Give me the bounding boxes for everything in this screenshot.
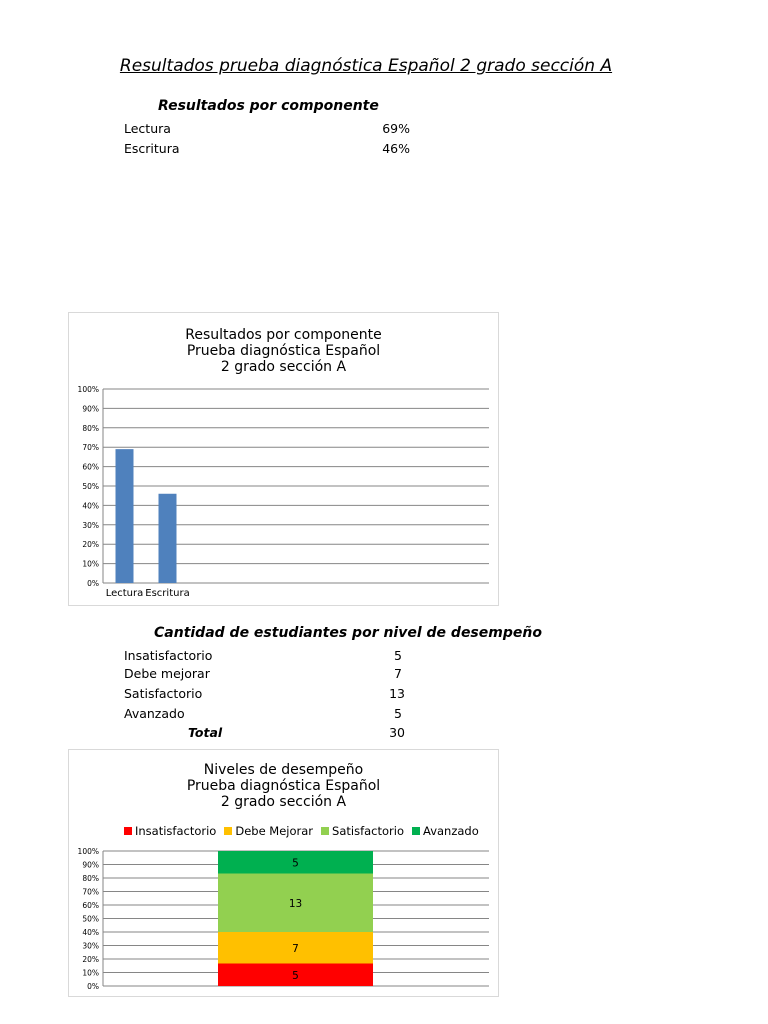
level-label-satisfactorio: Satisfactorio	[124, 686, 203, 701]
components-heading: Resultados por componente	[158, 98, 379, 114]
components-chart	[68, 312, 499, 606]
y-tick-label: 70%	[82, 443, 99, 453]
y-tick-label: 90%	[82, 404, 99, 414]
component-label-escritura: Escritura	[124, 141, 180, 156]
levels-total-value: 30	[389, 725, 405, 740]
level-value-insatisfactorio: 5	[394, 648, 402, 663]
data-label-insatisfactorio: 5	[292, 969, 299, 982]
y-tick-label: 0%	[87, 579, 99, 588]
x-tick-label-lectura: Lectura	[105, 588, 144, 599]
y-tick-label: 80%	[82, 874, 99, 883]
level-value-avanzado: 5	[394, 706, 402, 721]
levels-chart-title-line-1: Niveles de desempeño	[203, 762, 364, 778]
report-title: Resultados prueba diagnóstica Español 2 grado sección A	[119, 56, 613, 76]
y-tick-label: 20%	[82, 540, 99, 550]
y-tick-label: 60%	[82, 462, 99, 472]
level-value-debe-mejorar: 7	[394, 666, 402, 681]
y-tick-label: 20%	[82, 955, 99, 964]
components-chart-title-line-1: Resultados por componente	[185, 327, 382, 343]
components-bar-chart-svg	[69, 313, 498, 605]
y-tick-label: 30%	[82, 520, 99, 530]
component-value-lectura: 69%	[382, 121, 410, 136]
level-value-satisfactorio: 13	[389, 686, 405, 701]
levels-chart	[68, 749, 499, 997]
x-tick-label-escritura: Escritura	[145, 588, 190, 599]
levels-total-label: Total	[188, 725, 223, 740]
legend-label-debe-mejorar: Debe Mejorar	[235, 824, 314, 838]
y-tick-label: 70%	[82, 887, 99, 897]
components-chart-title-line-3: 2 grado sección A	[220, 359, 347, 375]
y-tick-label: 50%	[82, 914, 99, 924]
y-tick-label: 40%	[82, 501, 99, 511]
legend-label-satisfactorio: Satisfactorio	[332, 824, 405, 838]
y-tick-label: 100%	[77, 847, 99, 856]
bar-escritura	[159, 494, 177, 583]
component-label-lectura: Lectura	[124, 121, 171, 136]
levels-stacked-chart-svg	[69, 750, 498, 996]
component-value-escritura: 46%	[382, 141, 410, 156]
y-tick-label: 0%	[87, 982, 99, 991]
level-label-debe-mejorar: Debe mejorar	[124, 666, 210, 681]
legend-label-insatisfactorio: Insatisfactorio	[135, 824, 217, 838]
y-tick-label: 30%	[82, 941, 99, 951]
level-label-insatisfactorio: Insatisfactorio	[124, 648, 213, 663]
data-label-avanzado: 5	[292, 857, 299, 870]
legend-label-avanzado: Avanzado	[423, 824, 479, 838]
bar-lectura	[116, 449, 134, 583]
y-tick-label: 90%	[82, 860, 99, 870]
y-tick-label: 50%	[82, 482, 99, 491]
y-tick-label: 60%	[82, 901, 99, 910]
levels-heading: Cantidad de estudiantes por nivel de desempeño	[154, 625, 542, 641]
level-label-avanzado: Avanzado	[124, 706, 185, 721]
y-tick-label: 10%	[82, 559, 99, 569]
levels-chart-title-line-3: 2 grado sección A	[220, 794, 347, 810]
y-tick-label: 40%	[82, 928, 99, 937]
data-label-debe-mejorar: 7	[292, 942, 299, 955]
levels-chart-title-line-2: Prueba diagnóstica Español	[186, 778, 381, 794]
y-tick-label: 100%	[77, 385, 99, 394]
y-tick-label: 10%	[82, 968, 99, 978]
components-chart-title-line-2: Prueba diagnóstica Español	[186, 343, 381, 359]
data-label-satisfactorio: 13	[288, 897, 303, 910]
y-tick-label: 80%	[82, 423, 99, 433]
